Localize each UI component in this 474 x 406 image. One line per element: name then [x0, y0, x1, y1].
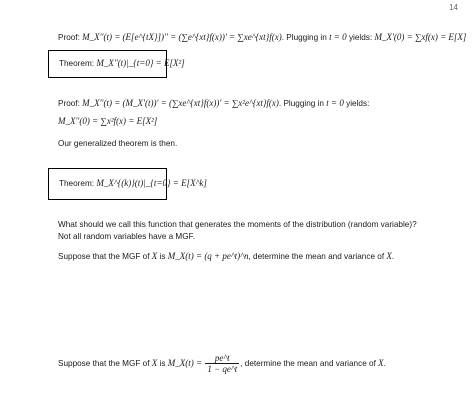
exercise-1-post: , determine the mean and variance of: [248, 252, 385, 261]
page-number: 14: [449, 3, 458, 12]
theorem-2-content: [59, 178, 207, 188]
theorem-1-label: Theorem:: [59, 59, 95, 68]
exercise-2-var2: X: [378, 358, 384, 368]
exercise-2-var: X: [151, 358, 158, 368]
proof-2-math: M_X''(t) = (M_X'(t))' = (∑xe^{xt}f(x))' = ∑x²e^{xt}f(x): [82, 98, 279, 108]
proof-2-yields: yields:: [346, 99, 370, 108]
proof-1-math: M_X''(t) = (E[e^{tX}])'' = (∑e^{xt}f(x))' = ∑xe^{xt}f(x): [82, 32, 282, 42]
exercise-2-denominator: 1 − qe^t: [207, 364, 238, 375]
proof-1-after: . Plugging in: [281, 33, 327, 42]
exercise-1: [58, 250, 394, 263]
exercise-1-mgf: M_X(t) = (q + pe^t)^n: [167, 251, 249, 261]
exercise-1-pre: Suppose that the MGF of: [58, 252, 150, 261]
proof-2-label: Proof:: [58, 99, 80, 108]
proof-2-line: [58, 97, 369, 110]
exercise-2-end: .: [383, 359, 386, 368]
question-line-2: Not all random variables have a MGF.: [58, 232, 195, 241]
question-line-1: What should we call this function that generates the moments of the distribution (random variable)?: [58, 220, 417, 229]
proof-2-cond: t = 0: [326, 98, 344, 108]
exercise-1-var2: X: [386, 251, 392, 261]
exercise-2-is: is: [159, 359, 166, 368]
theorem-1-content: [59, 58, 185, 68]
exercise-1-end: .: [391, 252, 395, 261]
exercise-2-mgf-lhs: M_X(t) =: [167, 358, 203, 368]
proof-1-result: M_X'(0) = ∑xf(x) = E[X]: [374, 32, 467, 42]
proof-1-yields: yields:: [348, 33, 373, 42]
generalized-text: Our generalized theorem is then.: [58, 139, 178, 148]
theorem-2-math: M_X^{(k)}(t)|_{t=0} = E[X^k]: [96, 178, 207, 188]
proof-1-line: [58, 31, 466, 44]
theorem-2-box: [48, 168, 207, 200]
exercise-1-var: X: [151, 251, 158, 261]
proof-2-result-line: [58, 115, 157, 128]
exercise-2-numerator: pe^t: [205, 353, 239, 364]
exercise-2: [58, 352, 386, 375]
exercise-2-fraction: [205, 353, 239, 374]
theorem-1-math: M_X''(t)|_{t=0} = E[X²]: [96, 58, 185, 68]
proof-2-result: M_X''(0) = ∑x²f(x) = E[X²]: [58, 116, 158, 126]
proof-1-label: Proof:: [58, 33, 80, 42]
theorem-1-box: [48, 50, 185, 78]
proof-1-cond: t = 0: [329, 32, 347, 42]
exercise-1-is: is: [159, 252, 166, 261]
exercise-2-post: , determine the mean and variance of: [240, 359, 376, 368]
exercise-2-pre: Suppose that the MGF of: [58, 359, 150, 368]
theorem-2-label: Theorem:: [59, 179, 95, 188]
proof-2-after: . Plugging in: [278, 99, 324, 108]
